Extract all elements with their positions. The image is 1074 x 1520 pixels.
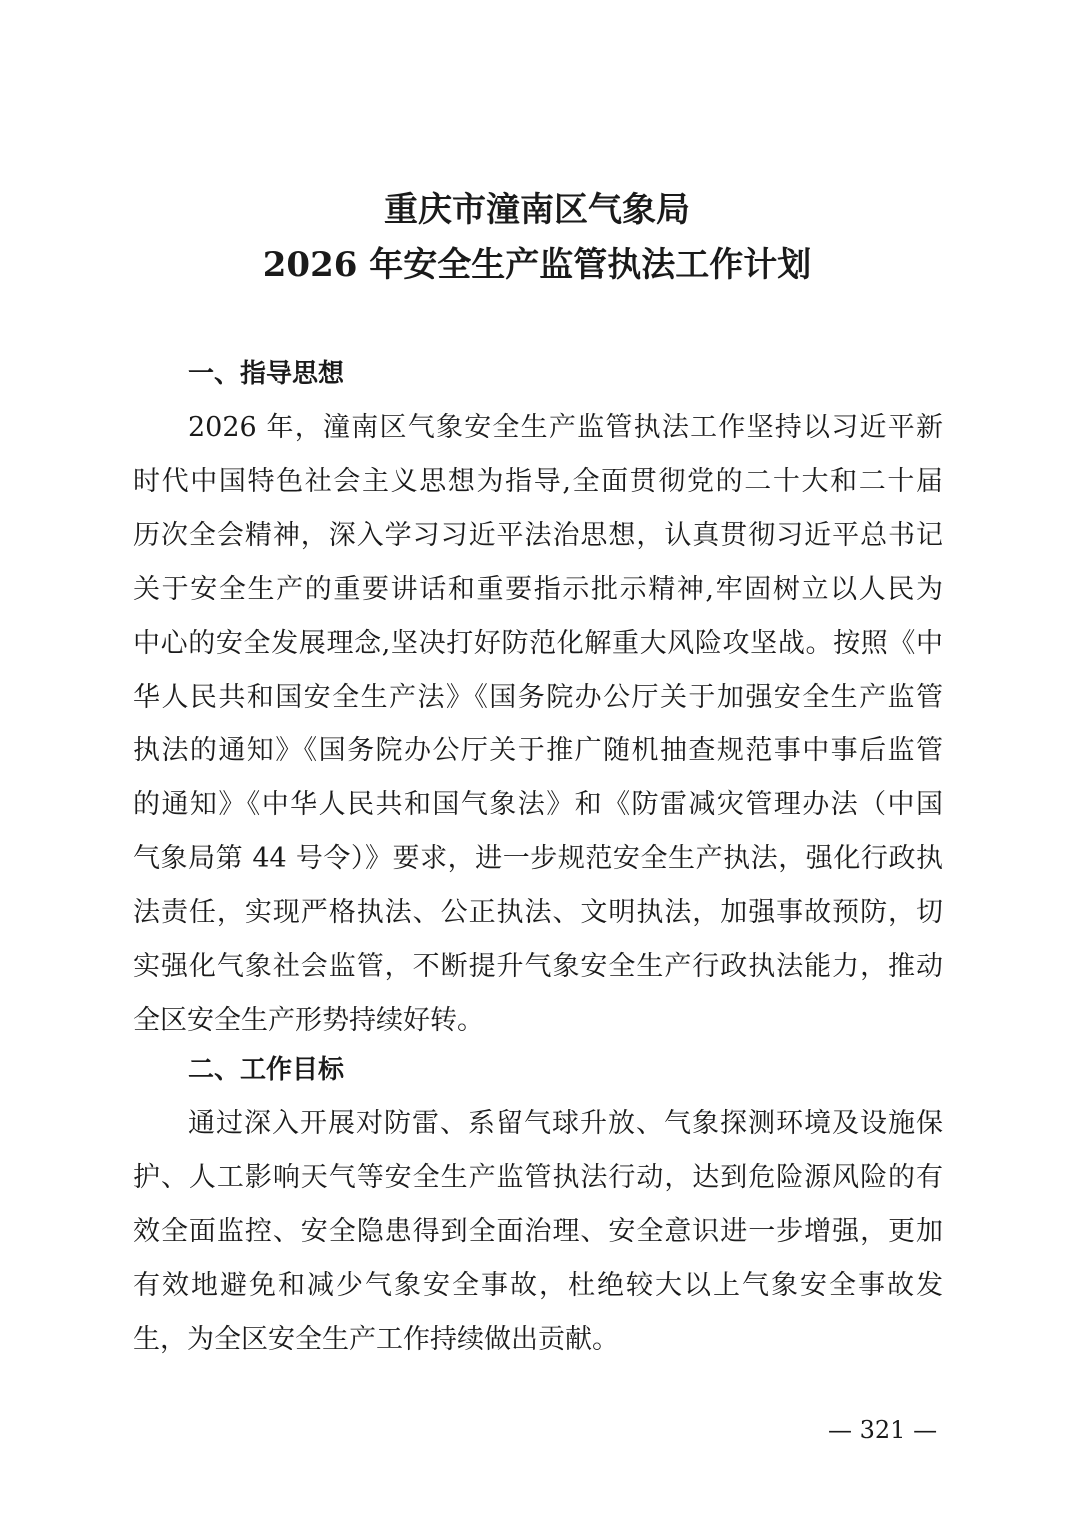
paragraph-line: 中心的安全发展理念,坚决打好防范化解重大风险攻坚战。按照《中: [133, 627, 943, 659]
paragraph-line: 实强化气象社会监管，不断提升气象安全生产行政执法能力，推动: [133, 951, 943, 982]
paragraph-line: 全区安全生产形势持续好转。: [133, 1004, 484, 1036]
paragraph-line: 关于安全生产的重要讲话和重要指示批示精神,牢固树立以人民为: [133, 573, 943, 605]
document-title-line-2: 2026 年安全生产监管执法工作计划: [262, 245, 812, 285]
page-number: — 321 —: [828, 1416, 938, 1444]
paragraph-line: 法责任，实现严格执法、公正执法、文明执法，加强事故预防，切: [133, 897, 943, 929]
paragraph-line: 2026 年，潼南区气象安全生产监管执法工作坚持以习近平新: [188, 412, 943, 443]
paragraph-line: 的通知》《中华人民共和国气象法》和《防雷减灾管理办法（中国: [133, 789, 943, 821]
paragraph-line: 历次全会精神，深入学习习近平法治思想，认真贯彻习近平总书记: [133, 519, 943, 551]
paragraph-line: 有效地避免和减少气象安全事故，杜绝较大以上气象安全事故发: [133, 1269, 943, 1301]
paragraph-line: 护、人工影响天气等安全生产监管执法行动，达到危险源风险的有: [133, 1161, 943, 1193]
paragraph-line: 生，为全区安全生产工作持续做出贡献。: [133, 1323, 619, 1355]
section-heading: 二、工作目标: [188, 1055, 345, 1085]
paragraph-line: 华人民共和国安全生产法》《国务院办公厅关于加强安全生产监管: [133, 681, 943, 713]
paragraph-line: 通过深入开展对防雷、系留气球升放、气象探测环境及设施保: [188, 1108, 943, 1139]
paragraph-line: 效全面监控、安全隐患得到全面治理、安全意识进一步增强，更加: [133, 1215, 943, 1247]
paragraph-line: 时代中国特色社会主义思想为指导,全面贯彻党的二十大和二十届: [133, 465, 943, 497]
paragraph-line: 执法的通知》《国务院办公厅关于推广随机抽查规范事中事后监管: [133, 735, 943, 767]
paragraph-line: 气象局第 44 号令）》要求，进一步规范安全生产执法，强化行政执: [133, 843, 943, 875]
document-title-line-1: 重庆市潼南区气象局: [384, 190, 690, 230]
section-heading: 一、指导思想: [188, 359, 345, 389]
